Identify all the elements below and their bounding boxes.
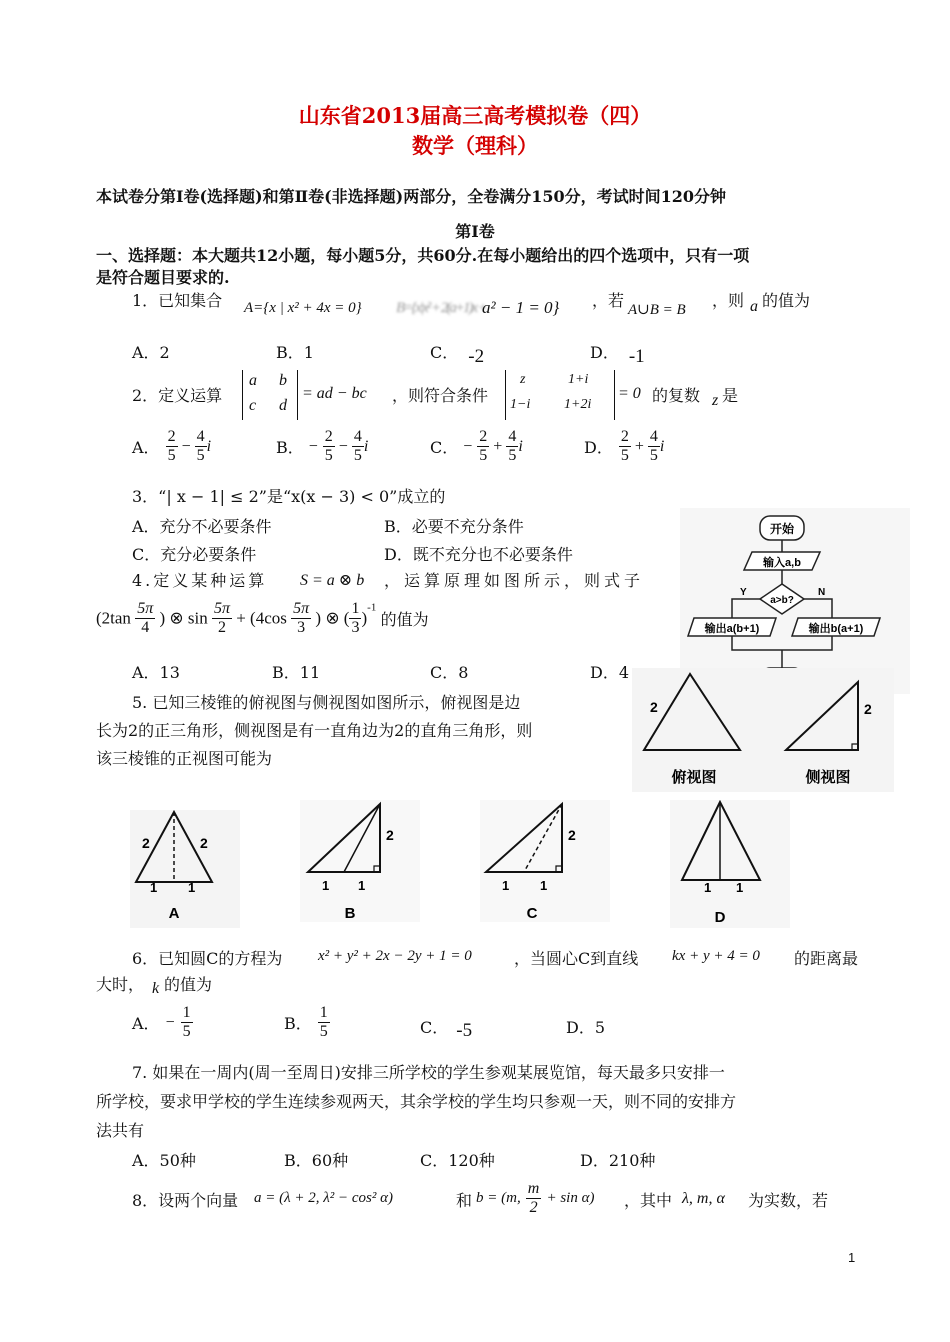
top-view-dim: 2 <box>650 699 658 715</box>
q4-expression: (2tan $\frac{5\pi}{4}$ ) ⊗ sin $\frac{5\pi}{2}$ + (4cos $\frac{5\pi}{3}$ ) ⊗ ( $\frac{1}{3}$ )$^{-1}$ 的值为 <box>96 600 429 636</box>
exam-intro: 本试卷分第Ⅰ卷(选择题)和第Ⅱ卷(非选择题)两部分，全卷满分150分，考试时间120分钟 <box>96 187 727 206</box>
q8-and: 和 <box>456 1191 473 1210</box>
q6-line1c: 的距离最 <box>794 949 859 968</box>
q5-line3: 该三棱锥的正视图可能为 <box>96 749 273 768</box>
q1-option-c: C． -2 <box>430 343 485 367</box>
q1-option-b: B．1 <box>276 343 314 362</box>
q7-line3: 法共有 <box>96 1121 145 1140</box>
q2-determinant-condition: z 1+i 1−i 1+2i <box>505 370 615 420</box>
q1-condition: A∪B = B <box>628 302 686 318</box>
svg-text:1: 1 <box>188 880 196 895</box>
side-view-label: 侧视图 <box>805 769 851 786</box>
q8-end: 为实数，若 <box>748 1191 829 1210</box>
flowchart-input: 输入a,b <box>763 557 801 569</box>
svg-text:1: 1 <box>150 880 158 895</box>
choice-d-label: D <box>714 909 726 926</box>
side-view-dim: 2 <box>864 701 872 717</box>
q1-var: a <box>750 298 758 315</box>
q1-prefix: 1．已知集合 <box>132 291 223 310</box>
q2-det-formula: = ad − bc <box>302 385 367 402</box>
q6-option-a: A． − $\frac{1}{5}$ <box>132 1004 191 1040</box>
page-number: 1 <box>848 1250 856 1265</box>
q2-mid: ，则符合条件 <box>392 386 489 405</box>
svg-text:1: 1 <box>322 878 330 893</box>
q1-option-a: A．2 <box>132 343 170 362</box>
q2-var: z <box>712 392 719 409</box>
q1-set-b-tail: a² − 1 = 0} <box>482 298 560 317</box>
q5-choices-figure <box>130 800 900 928</box>
svg-text:1: 1 <box>704 880 712 895</box>
q2-option-c: C． − $\frac{2}{5}$ + $\frac{4}{5}$ i <box>430 428 523 464</box>
svg-text:2: 2 <box>568 827 576 843</box>
q1-set-b-blurred: B={x|x² + 2(a+1)x + <box>396 300 486 316</box>
svg-text:1: 1 <box>358 878 366 893</box>
flowchart <box>680 508 910 694</box>
q5-line1: 5. 已知三棱锥的俯视图与侧视图如图所示，俯视图是边 <box>132 693 521 712</box>
q3-option-d: D．既不充分也不必要条件 <box>384 545 573 564</box>
q1-mid: ，若 <box>592 291 625 310</box>
q2-suffix: 的复数 <box>652 386 701 405</box>
svg-text:1: 1 <box>502 878 510 893</box>
svg-text:1: 1 <box>736 880 744 895</box>
q6-line1a: 6．已知圆C的方程为 <box>132 949 283 968</box>
q2-option-b: B． − $\frac{2}{5}$ − $\frac{4}{5}$ i <box>276 428 369 464</box>
q2-option-a: A． $\frac{2}{5}$ − $\frac{4}{5}$ i <box>132 428 212 464</box>
q6-option-b: B． $\frac{1}{5}$ <box>284 1004 328 1040</box>
section-instruction-line1: 一、选择题：本大题共12小题，每小题5分，共60分.在每小题给出的四个选项中，只有一项 <box>96 246 750 265</box>
q1-suffix: ，则 <box>712 291 745 310</box>
exam-title: 山东省2013届高三高考模拟卷（四） <box>298 103 652 128</box>
q6-line1b: ，当圆心C到直线 <box>514 949 639 968</box>
flowchart-yes: Y <box>740 587 747 598</box>
q6-line-eq: kx + y + 4 = 0 <box>672 948 760 964</box>
flowchart-output-left: 输出a(b+1) <box>704 623 760 635</box>
q7-option-d: D．210种 <box>580 1151 656 1170</box>
q1-set-a: A={x | x² + 4x = 0} <box>244 300 362 316</box>
svg-text:2: 2 <box>386 827 394 843</box>
part-heading: 第Ⅰ卷 <box>455 222 495 241</box>
q7-option-a: A．50种 <box>132 1151 196 1170</box>
q8-prefix: 8．设两个向量 <box>132 1191 239 1210</box>
q8-vector-a: a = (λ + 2, λ² − cos² α) <box>254 1190 393 1206</box>
q7-option-c: C．120种 <box>420 1151 495 1170</box>
flowchart-decision: a>b? <box>770 595 794 606</box>
q4-option-c: C．8 <box>430 663 469 682</box>
q7-option-b: B．60种 <box>284 1151 349 1170</box>
q8-vector-b: b = (m, $\frac{m}{2}$ + sin α) <box>476 1180 595 1216</box>
q4-option-b: B．11 <box>272 663 321 682</box>
q4-option-d: D．4 <box>590 663 630 682</box>
section-instruction-line2: 是符合题目要求的. <box>96 268 230 287</box>
q5-line2: 长为2的正三角形，侧视图是有一直角边为2的直角三角形，则 <box>96 721 533 740</box>
q6-option-d: D．5 <box>566 1018 606 1037</box>
flowchart-no: N <box>818 587 826 598</box>
top-view-label: 俯视图 <box>671 769 717 786</box>
q3-option-b: B．必要不充分条件 <box>384 517 524 536</box>
q1-option-d: D． -1 <box>590 343 645 367</box>
choice-b-label: B <box>344 905 356 922</box>
q4-operation: S = a ⊗ b <box>300 572 365 589</box>
flowchart-output-right: 输出b(a+1) <box>808 623 864 635</box>
q3-option-c: C．充分必要条件 <box>132 545 257 564</box>
choice-a-label: A <box>168 905 180 922</box>
q3-option-a: A．充分不必要条件 <box>132 517 272 536</box>
q6-line2a: 大时， <box>96 975 145 994</box>
q1-end: 的值为 <box>762 291 811 310</box>
q2-determinant-def: a b c d <box>242 370 298 420</box>
q8-vars: λ, m, α <box>682 1190 725 1207</box>
q8-suffix: ，其中 <box>624 1191 673 1210</box>
q5-views-figure <box>632 668 894 792</box>
q6-circle-eq: x² + y² + 2x − 2y + 1 = 0 <box>318 948 472 964</box>
q2-prefix: 2．定义运算 <box>132 386 223 405</box>
flowchart-start: 开始 <box>769 522 795 536</box>
q3-stem: 3．“| x − 1| ≤ 2”是“x(x − 3) < 0”成立的 <box>132 487 446 506</box>
q6-line2b: 的值为 <box>164 975 213 994</box>
q2-option-d: D． $\frac{2}{5}$ + $\frac{4}{5}$ i <box>584 428 665 464</box>
exam-subtitle: 数学（理科） <box>412 133 538 158</box>
svg-text:1: 1 <box>540 878 548 893</box>
q4-option-a: A．13 <box>132 663 180 682</box>
q6-option-c: C． -5 <box>420 1018 473 1041</box>
q2-eq-zero: = 0 <box>618 385 641 402</box>
q4-stem-part2: ，运算原理如图所示，则式子 <box>384 571 645 590</box>
svg-text:2: 2 <box>200 835 208 851</box>
q2-end: 是 <box>722 386 739 405</box>
q7-line1: 7. 如果在一周内(周一至周日)安排三所学校的学生参观某展览馆，每天最多只安排一 <box>132 1063 725 1082</box>
q7-line2: 所学校，要求甲学校的学生连续参观两天，其余学校的学生均只参观一天，则不同的安排方 <box>96 1092 737 1111</box>
q4-stem-part1: 4.定义某种运算 <box>132 571 268 590</box>
q6-var: k <box>152 980 160 997</box>
choice-c-label: C <box>526 905 538 922</box>
svg-text:2: 2 <box>142 835 150 851</box>
